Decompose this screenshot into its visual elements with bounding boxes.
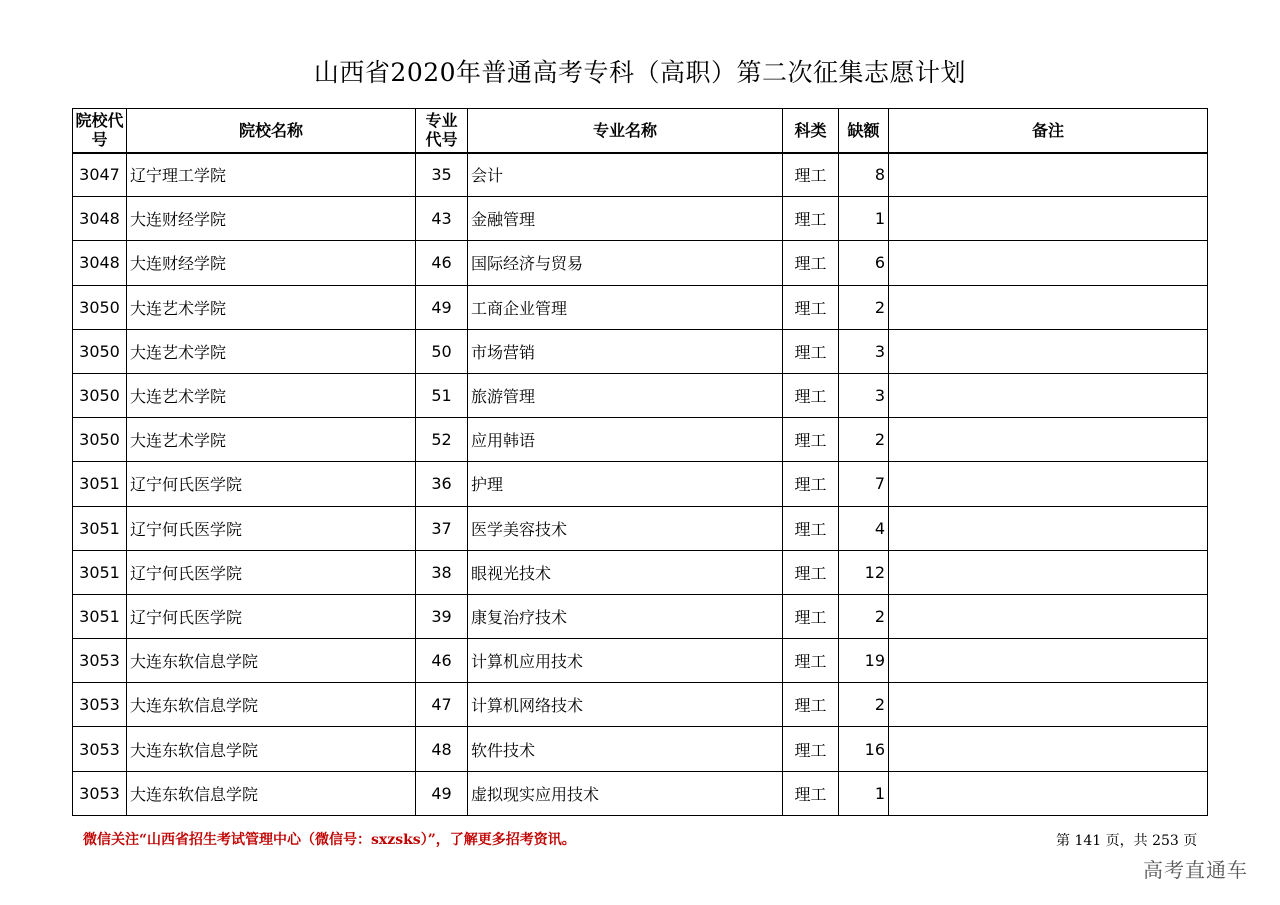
cell-school-code: 3050 xyxy=(73,329,127,373)
cell-school-name: 辽宁何氏医学院 xyxy=(127,550,416,594)
cell-vacancy: 8 xyxy=(839,153,889,197)
cell-category: 理工 xyxy=(783,153,839,197)
cell-remark xyxy=(889,462,1208,506)
cell-school-code: 3051 xyxy=(73,594,127,638)
wechat-follow-note: 微信关注“山西省招生考试管理中心（微信号：sxzsks）”，了解更多招考资讯。 xyxy=(83,832,576,848)
cell-major-code: 52 xyxy=(416,418,468,462)
cell-vacancy: 4 xyxy=(839,506,889,550)
cell-school-name: 大连财经学院 xyxy=(127,197,416,241)
cell-remark xyxy=(889,153,1208,197)
cell-remark xyxy=(889,506,1208,550)
page-number: 第 141 页，共 253 页 xyxy=(1056,833,1198,849)
cell-major-name: 软件技术 xyxy=(468,727,783,771)
cell-school-code: 3048 xyxy=(73,241,127,285)
cell-school-code: 3053 xyxy=(73,727,127,771)
cell-school-code: 3051 xyxy=(73,506,127,550)
cell-school-name: 辽宁何氏医学院 xyxy=(127,506,416,550)
cell-major-code: 49 xyxy=(416,771,468,815)
cell-remark xyxy=(889,727,1208,771)
cell-vacancy: 3 xyxy=(839,373,889,417)
cell-school-code: 3050 xyxy=(73,418,127,462)
cell-school-code: 3051 xyxy=(73,462,127,506)
watermark-text: 高考直通车 xyxy=(1143,858,1248,882)
cell-school-name: 大连东软信息学院 xyxy=(127,771,416,815)
cell-vacancy: 2 xyxy=(839,418,889,462)
cell-category: 理工 xyxy=(783,329,839,373)
cell-major-name: 应用韩语 xyxy=(468,418,783,462)
cell-category: 理工 xyxy=(783,373,839,417)
cell-school-code: 3053 xyxy=(73,683,127,727)
cell-school-name: 大连艺术学院 xyxy=(127,285,416,329)
cell-remark xyxy=(889,594,1208,638)
cell-vacancy: 1 xyxy=(839,197,889,241)
cell-remark xyxy=(889,241,1208,285)
table-row xyxy=(73,683,1208,727)
cell-remark xyxy=(889,639,1208,683)
table-row xyxy=(73,418,1208,462)
cell-major-code: 51 xyxy=(416,373,468,417)
cell-major-name: 市场营销 xyxy=(468,329,783,373)
cell-major-code: 35 xyxy=(416,153,468,197)
cell-major-name: 康复治疗技术 xyxy=(468,594,783,638)
table-row xyxy=(73,550,1208,594)
cell-major-name: 医学美容技术 xyxy=(468,506,783,550)
cell-major-code: 50 xyxy=(416,329,468,373)
cell-school-name: 辽宁何氏医学院 xyxy=(127,594,416,638)
cell-school-name: 大连艺术学院 xyxy=(127,329,416,373)
table-row xyxy=(73,771,1208,815)
cell-category: 理工 xyxy=(783,506,839,550)
cell-major-name: 虚拟现实应用技术 xyxy=(468,771,783,815)
cell-school-name: 大连东软信息学院 xyxy=(127,639,416,683)
cell-school-code: 3053 xyxy=(73,771,127,815)
cell-remark xyxy=(889,285,1208,329)
table-row xyxy=(73,639,1208,683)
cell-major-code: 49 xyxy=(416,285,468,329)
cell-category: 理工 xyxy=(783,550,839,594)
cell-category: 理工 xyxy=(783,639,839,683)
cell-major-code: 46 xyxy=(416,639,468,683)
cell-school-code: 3051 xyxy=(73,550,127,594)
cell-remark xyxy=(889,197,1208,241)
cell-school-code: 3053 xyxy=(73,639,127,683)
cell-vacancy: 16 xyxy=(839,727,889,771)
table-row xyxy=(73,241,1208,285)
table-row xyxy=(73,727,1208,771)
cell-school-code: 3048 xyxy=(73,197,127,241)
cell-vacancy: 12 xyxy=(839,550,889,594)
cell-remark xyxy=(889,683,1208,727)
cell-school-name: 大连艺术学院 xyxy=(127,373,416,417)
header-vacancy: 缺额 xyxy=(839,109,889,153)
table-row xyxy=(73,285,1208,329)
cell-major-name: 会计 xyxy=(468,153,783,197)
cell-major-code: 38 xyxy=(416,550,468,594)
cell-school-code: 3050 xyxy=(73,373,127,417)
cell-major-name: 工商企业管理 xyxy=(468,285,783,329)
cell-vacancy: 2 xyxy=(839,683,889,727)
table-row xyxy=(73,329,1208,373)
cell-school-name: 辽宁何氏医学院 xyxy=(127,462,416,506)
cell-school-name: 大连东软信息学院 xyxy=(127,683,416,727)
cell-major-code: 48 xyxy=(416,727,468,771)
table-row xyxy=(73,506,1208,550)
header-major-code: 专业代号 xyxy=(416,109,468,153)
header-major-name: 专业名称 xyxy=(468,109,783,153)
cell-major-code: 37 xyxy=(416,506,468,550)
cell-category: 理工 xyxy=(783,594,839,638)
cell-category: 理工 xyxy=(783,285,839,329)
cell-major-code: 47 xyxy=(416,683,468,727)
cell-major-code: 43 xyxy=(416,197,468,241)
cell-school-code: 3047 xyxy=(73,153,127,197)
cell-school-name: 大连财经学院 xyxy=(127,241,416,285)
cell-category: 理工 xyxy=(783,683,839,727)
header-school-name: 院校名称 xyxy=(127,109,416,153)
cell-category: 理工 xyxy=(783,197,839,241)
cell-remark xyxy=(889,550,1208,594)
cell-category: 理工 xyxy=(783,771,839,815)
cell-major-name: 眼视光技术 xyxy=(468,550,783,594)
cell-school-name: 大连艺术学院 xyxy=(127,418,416,462)
cell-major-name: 计算机网络技术 xyxy=(468,683,783,727)
cell-vacancy: 19 xyxy=(839,639,889,683)
cell-major-name: 护理 xyxy=(468,462,783,506)
cell-category: 理工 xyxy=(783,727,839,771)
cell-major-name: 金融管理 xyxy=(468,197,783,241)
cell-remark xyxy=(889,373,1208,417)
table-row xyxy=(73,197,1208,241)
cell-vacancy: 2 xyxy=(839,285,889,329)
table-row xyxy=(73,373,1208,417)
table-row xyxy=(73,462,1208,506)
header-remark: 备注 xyxy=(889,109,1208,153)
cell-major-code: 39 xyxy=(416,594,468,638)
table-header-row xyxy=(73,109,1208,153)
table-row xyxy=(73,153,1208,197)
cell-category: 理工 xyxy=(783,418,839,462)
cell-school-code: 3050 xyxy=(73,285,127,329)
cell-major-code: 46 xyxy=(416,241,468,285)
cell-vacancy: 1 xyxy=(839,771,889,815)
cell-vacancy: 6 xyxy=(839,241,889,285)
cell-category: 理工 xyxy=(783,241,839,285)
header-category: 科类 xyxy=(783,109,839,153)
cell-remark xyxy=(889,771,1208,815)
page-title: 山西省2020年普通高考专科（高职）第二次征集志愿计划 xyxy=(313,58,967,87)
cell-school-name: 大连东软信息学院 xyxy=(127,727,416,771)
cell-remark xyxy=(889,329,1208,373)
enrollment-plan-table xyxy=(72,108,1208,816)
cell-vacancy: 2 xyxy=(839,594,889,638)
cell-vacancy: 7 xyxy=(839,462,889,506)
header-school-code: 院校代号 xyxy=(73,109,127,153)
cell-category: 理工 xyxy=(783,462,839,506)
table-row xyxy=(73,594,1208,638)
cell-school-name: 辽宁理工学院 xyxy=(127,153,416,197)
cell-major-name: 国际经济与贸易 xyxy=(468,241,783,285)
cell-remark xyxy=(889,418,1208,462)
cell-vacancy: 3 xyxy=(839,329,889,373)
cell-major-code: 36 xyxy=(416,462,468,506)
cell-major-name: 计算机应用技术 xyxy=(468,639,783,683)
cell-major-name: 旅游管理 xyxy=(468,373,783,417)
